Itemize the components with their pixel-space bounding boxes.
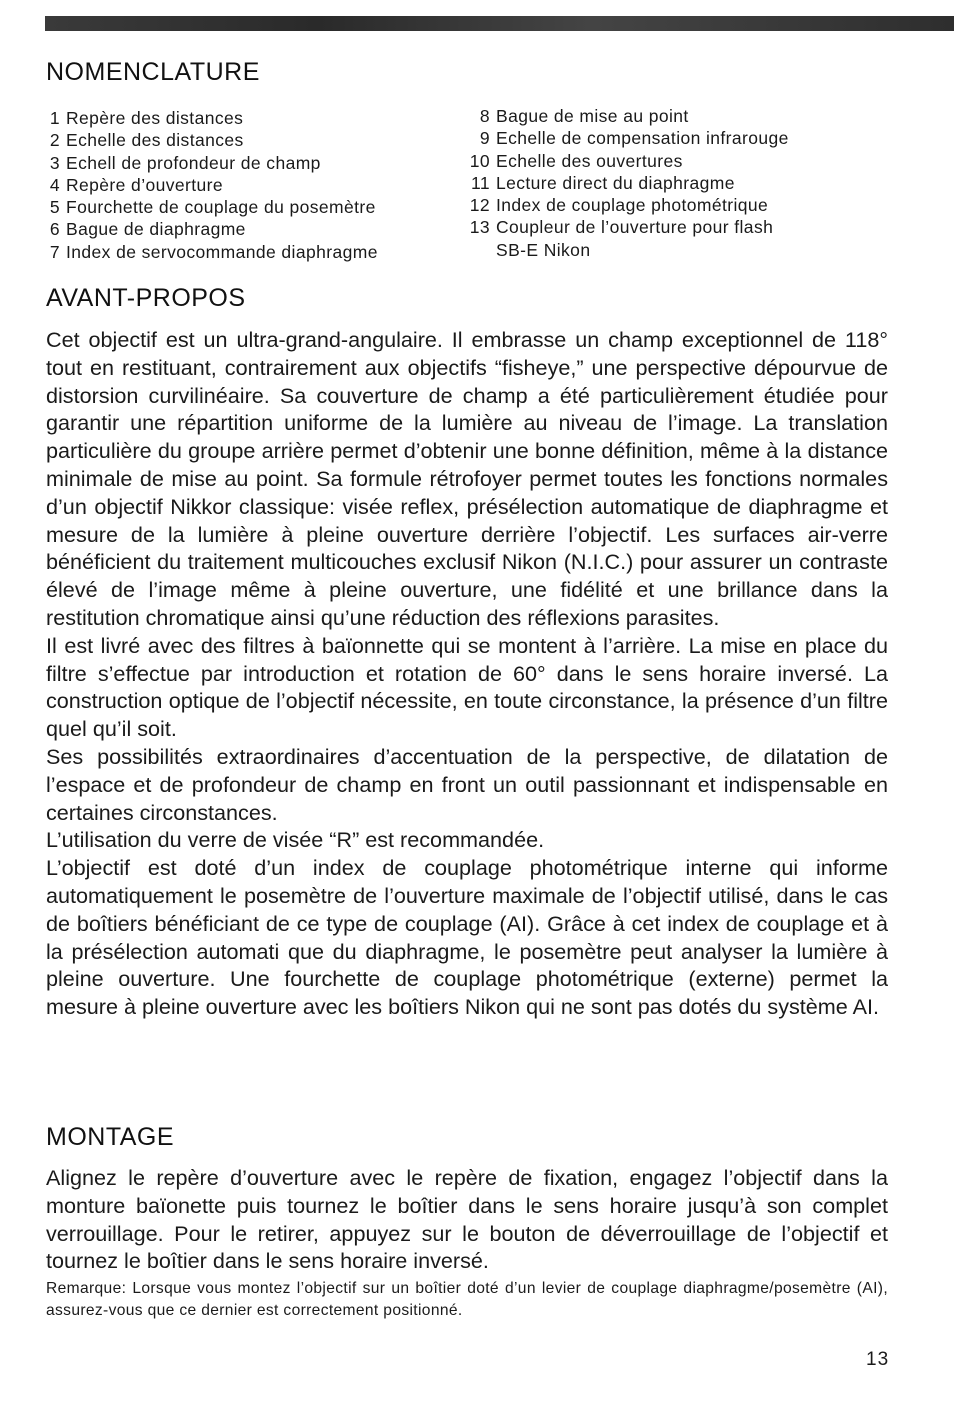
nomenclature-item — [466, 172, 789, 194]
item-number: 10 — [469, 150, 490, 171]
item-number: 11 — [471, 172, 490, 193]
item-label: Repère d’ouverture — [66, 174, 224, 195]
nomenclature-item — [466, 105, 789, 127]
nomenclature-list-right — [466, 105, 789, 261]
item-number: 2 — [49, 130, 60, 151]
item-number: 8 — [479, 106, 490, 126]
item-label: Bague de diaphragme — [66, 219, 246, 240]
item-number: 3 — [49, 152, 60, 173]
nomenclature-item — [466, 194, 789, 216]
nomenclature-item-continuation: SB-E Nikon — [496, 239, 591, 260]
montage-note — [46, 1278, 888, 1322]
item-number: 13 — [469, 217, 490, 238]
item-number: 12 — [469, 195, 490, 216]
nomenclature-item — [46, 152, 378, 174]
header-bar — [45, 16, 954, 31]
paragraph: L’objectif est doté d’un index de couplage photométrique interne qui informe automatiquement le posemètre de l’ouverture maximale de l’objectif utilisé, dans le cas de boîtiers bénéficiant de ce type de couplage (AI). Grâce à cet index de couplage et à la présélection automati que du diaphragme, le posemètre peut analyser la lumière à pleine ouverture. Une fourchette de couplage photométrique (externe) permet la mesure à pleine ouverture avec les boîtiers Nikon qui ne sont pas dotés du système AI. — [46, 855, 888, 1020]
paragraph: L’utilisation du verre de visée “R” est recommandée. — [46, 827, 545, 853]
note-text: Lorsque vous montez l’objectif sur un boîtier doté d’un levier de couplage diaphragme/posemètre (AI), assurez-vous que ce dernier est correctement positionné. — [46, 1280, 888, 1319]
section-title-montage: MONTAGE — [46, 1123, 175, 1151]
nomenclature-item — [466, 216, 789, 238]
page-number: 13 — [866, 1349, 890, 1370]
nomenclature-item — [46, 129, 378, 151]
nomenclature-item — [46, 174, 378, 196]
nomenclature-list-left — [46, 107, 378, 263]
nomenclature-item — [466, 150, 789, 172]
avant-propos-body — [46, 326, 888, 1021]
nomenclature-item — [466, 127, 789, 149]
paragraph: Cet objectif est un ultra-grand-angulaire. Il embrasse un champ exceptionnel de 118° tout en restituant, contrairement aux objectifs “fisheye,” une perspective dépourvue de distorsion curvilinéaire. Sa couverture de champ a été particulièrement étudiée pour garantir une répartition uniforme de la lumière au niveau de l’image. La translation particulière du groupe arrière permet d’obtenir une bonne définition, même à la distance minimale de mise au point. Sa formule rétrofoyer permet toutes les fonctions normales d’un objectif Nikkor classique: visée reflex, présélection automatique de diaphragme et mesure de la lumière à pleine ouverture derrière l’objectif. Les surfaces air-verre bénéficient du traitement multicouches exclusif Nikon (N.I.C.) pour assurer un contraste élevé de l’image même à pleine ouverture, une fidélité et une brillance dans la restitution chromatique ainsi qu’une réduction des réflexions parasites. — [46, 327, 888, 630]
item-label: Echelle des ouvertures — [496, 150, 683, 171]
item-label: Echelle des distances — [66, 130, 244, 151]
item-label: Lecture direct du diaphragme — [496, 172, 735, 193]
montage-body — [46, 1164, 888, 1275]
item-label: Echelle de compensation infrarouge — [496, 128, 789, 149]
section-title-nomenclature: NOMENCLATURE — [46, 58, 260, 86]
nomenclature-item — [46, 107, 378, 129]
paragraph: Alignez le repère d’ouverture avec le repère de fixation, engagez l’objectif dans la monture baïonette puis tournez le boîtier dans le sens horaire jusqu’à son complet verrouillage. Pour le retirer, appuyez sur le bouton de déverrouillage de l’objectif et tournez le boîtier dans le sens horaire inversé. — [46, 1165, 888, 1274]
item-number: 9 — [479, 128, 490, 149]
nomenclature-item — [46, 241, 378, 263]
item-number: 1 — [49, 108, 60, 128]
item-number: 7 — [49, 241, 60, 262]
item-number: 6 — [49, 219, 60, 240]
nomenclature-item — [46, 218, 378, 240]
nomenclature-item — [46, 196, 378, 218]
item-label: Fourchette de couplage du posemètre — [66, 197, 376, 218]
item-label: Index de servocommande diaphragme — [66, 241, 378, 262]
note-label: Remarque: — [46, 1280, 127, 1297]
section-title-avant-propos: AVANT-PROPOS — [46, 284, 246, 312]
item-label: Repère des distances — [66, 108, 244, 128]
paragraph: Ses possibilités extraordinaires d’accentuation de la perspective, de dilatation de l’espace et de profondeur de champ en front un outil passionnant et indispensable en certaines circonstances. — [46, 743, 888, 825]
item-label: Echell de profondeur de champ — [66, 152, 321, 173]
item-number: 4 — [49, 174, 60, 195]
item-label: Bague de mise au point — [496, 106, 689, 126]
item-label: Coupleur de l’ouverture pour flash — [496, 217, 774, 238]
item-label: Index de couplage photométrique — [496, 195, 769, 216]
paragraph: Il est livré avec des filtres à baïonnette qui se montent à l’arrière. La mise en place du filtre s’effectue par introduction et rotation de 60° dans le sens horaire inversé. La construction optique de l’objectif nécessite, en toute circonstance, la présence d’un filtre quel qu’il soit. — [46, 632, 888, 742]
item-number: 5 — [49, 197, 60, 218]
